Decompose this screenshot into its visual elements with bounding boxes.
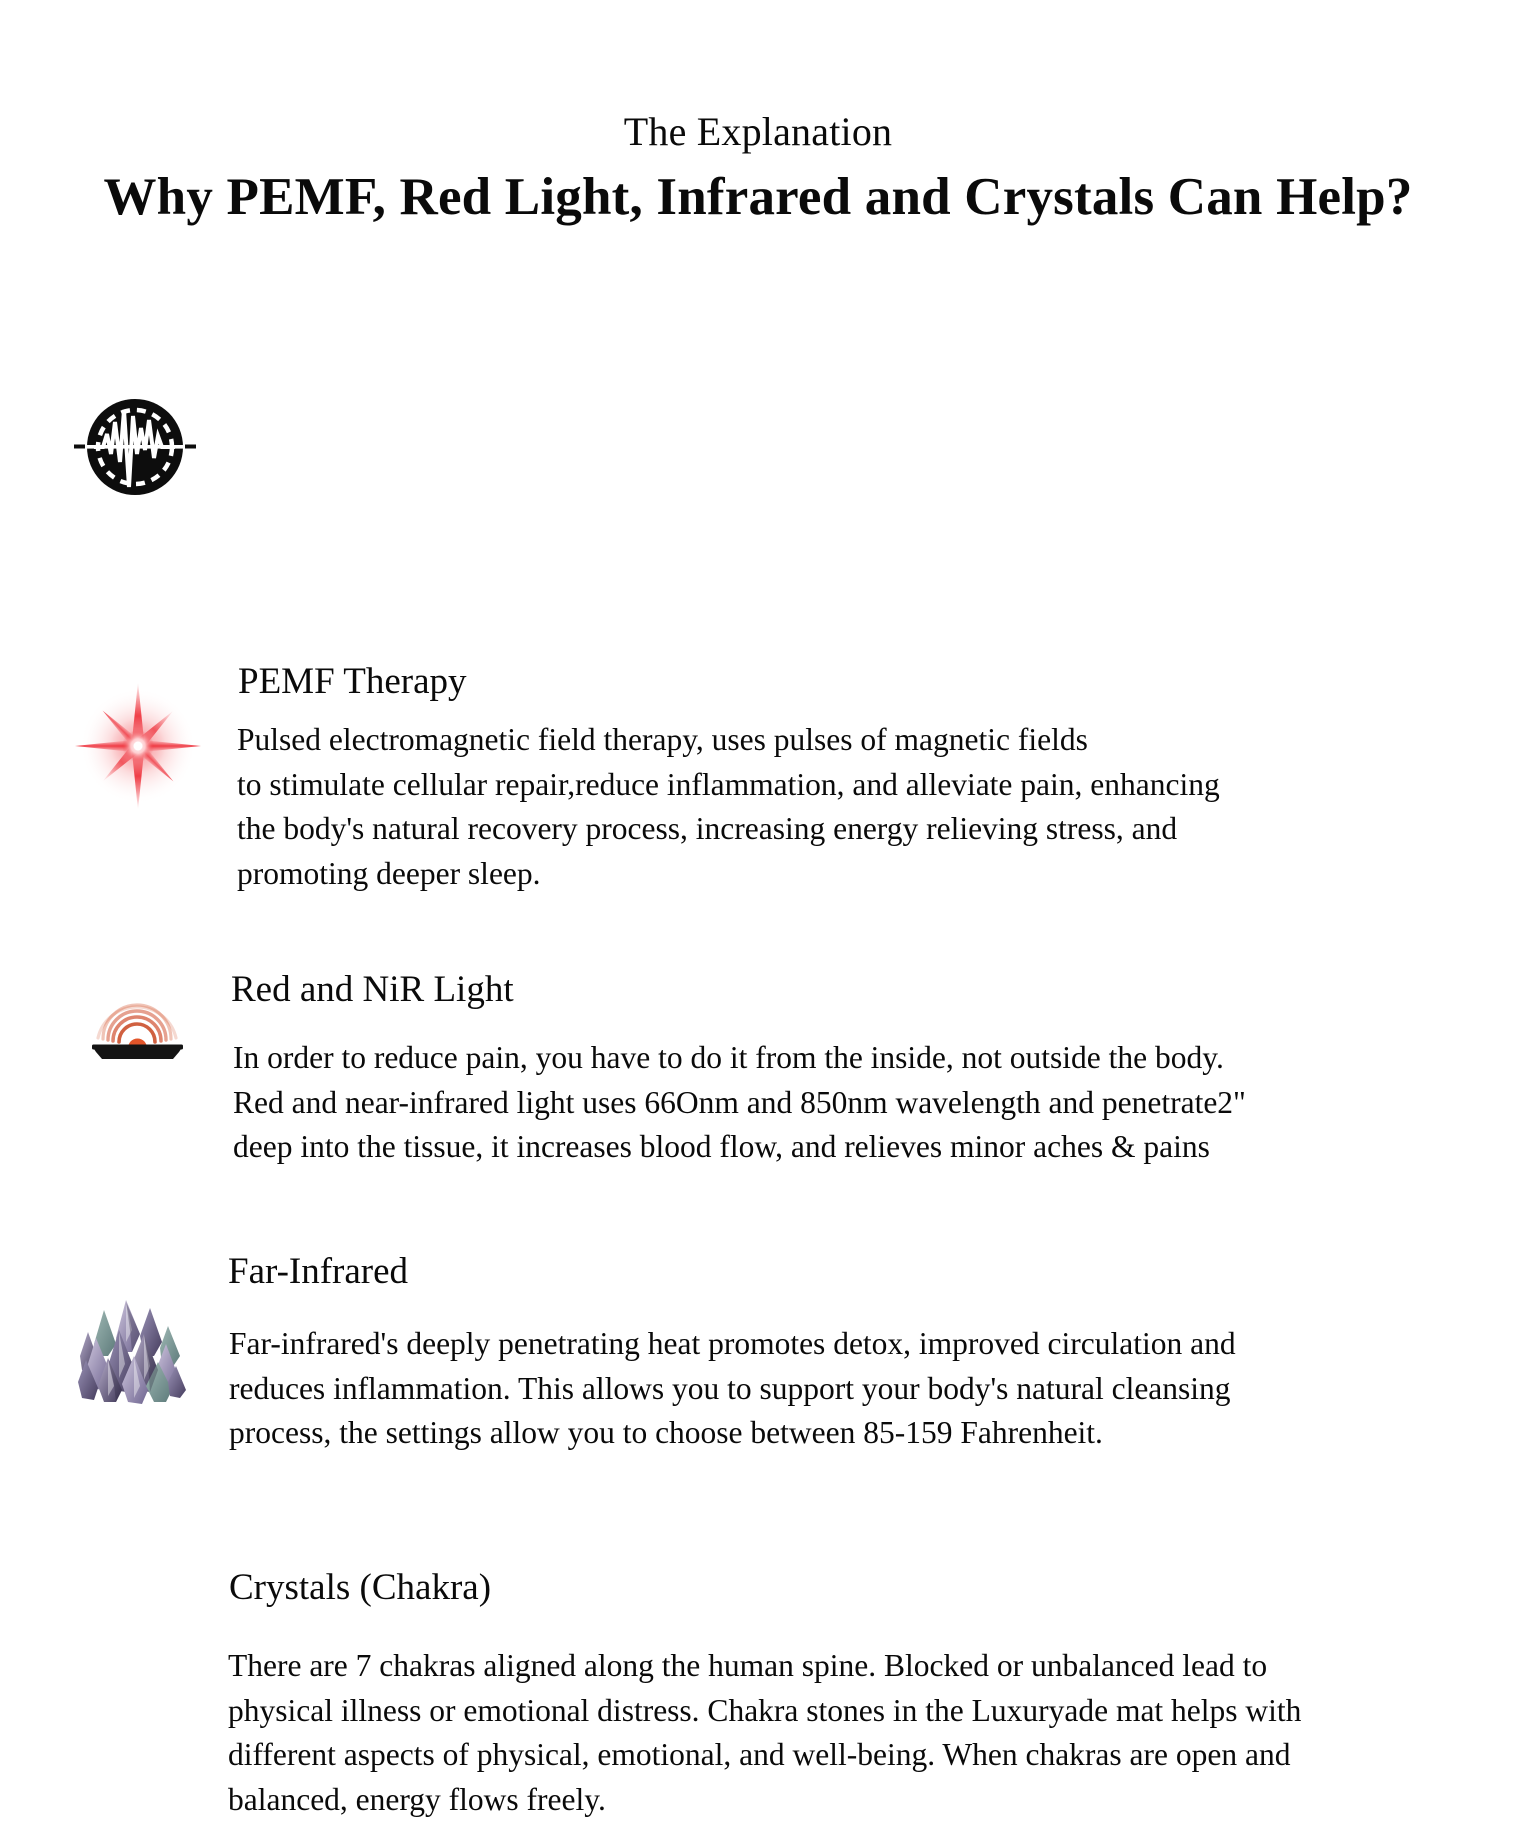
page-title: Why PEMF, Red Light, Infrared and Crystals Can Help? xyxy=(103,168,1413,226)
section-heading-pemf: PEMF Therapy xyxy=(238,661,467,702)
body-line: reduces inflammation. This allows you to support your body's natural cleansing xyxy=(229,1370,1231,1406)
page-eyebrow: The Explanation xyxy=(623,109,893,154)
body-line: There are 7 chakras aligned along the human spine. Blocked or unbalanced lead to xyxy=(228,1648,1268,1683)
body-line: In order to reduce pain, you have to do it from the inside, not outside the body. xyxy=(233,1040,1224,1075)
body-line: Pulsed electromagnetic field therapy, uses pulses of magnetic fields xyxy=(237,722,1088,757)
section-pemf xyxy=(0,660,1516,900)
far-infrared-emitter-icon xyxy=(78,962,196,1066)
body-line: Red and near-infrared light uses 66Onm and 850nm wavelength and penetrate2" xyxy=(233,1084,1246,1120)
section-far-infrared xyxy=(0,1250,1516,1470)
section-body-red-nir xyxy=(233,1036,1246,1170)
body-line: Far-infrared's deeply penetrating heat promotes detox, improved circulation and xyxy=(229,1326,1236,1361)
section-body-crystals xyxy=(228,1644,1301,1822)
red-light-star-icon xyxy=(73,680,203,812)
section-crystals xyxy=(0,1566,1516,1836)
body-line: promoting deeper sleep. xyxy=(237,855,541,891)
body-line: deep into the tissue, it increases blood flow, and relieves minor aches & pains xyxy=(233,1129,1210,1164)
crystal-cluster-icon xyxy=(64,1286,196,1414)
section-heading-far-infrared: Far-Infrared xyxy=(228,1251,409,1292)
body-line: to stimulate cellular repair,reduce inflammation, and alleviate pain, enhancing xyxy=(237,766,1220,802)
page-header xyxy=(0,0,1516,230)
section-body-far-infrared xyxy=(229,1322,1236,1456)
section-heading-red-nir: Red and NiR Light xyxy=(231,969,514,1010)
section-body-pemf xyxy=(237,718,1220,896)
body-line: process, the settings allow you to choose between 85-159 Fahrenheit. xyxy=(229,1415,1103,1450)
body-line: physical illness or emotional distress. Chakra stones in the Luxuryade mat helps with xyxy=(228,1692,1302,1728)
body-line: the body's natural recovery process, increasing energy relieving stress, and xyxy=(237,811,1178,846)
section-red-nir xyxy=(0,968,1516,1188)
section-heading-crystals: Crystals (Chakra) xyxy=(229,1567,492,1608)
pemf-waveform-icon xyxy=(74,392,196,502)
body-line: balanced, energy flows freely. xyxy=(228,1781,606,1817)
body-line: different aspects of physical, emotional, and well-being. When chakras are open and xyxy=(228,1737,1291,1772)
